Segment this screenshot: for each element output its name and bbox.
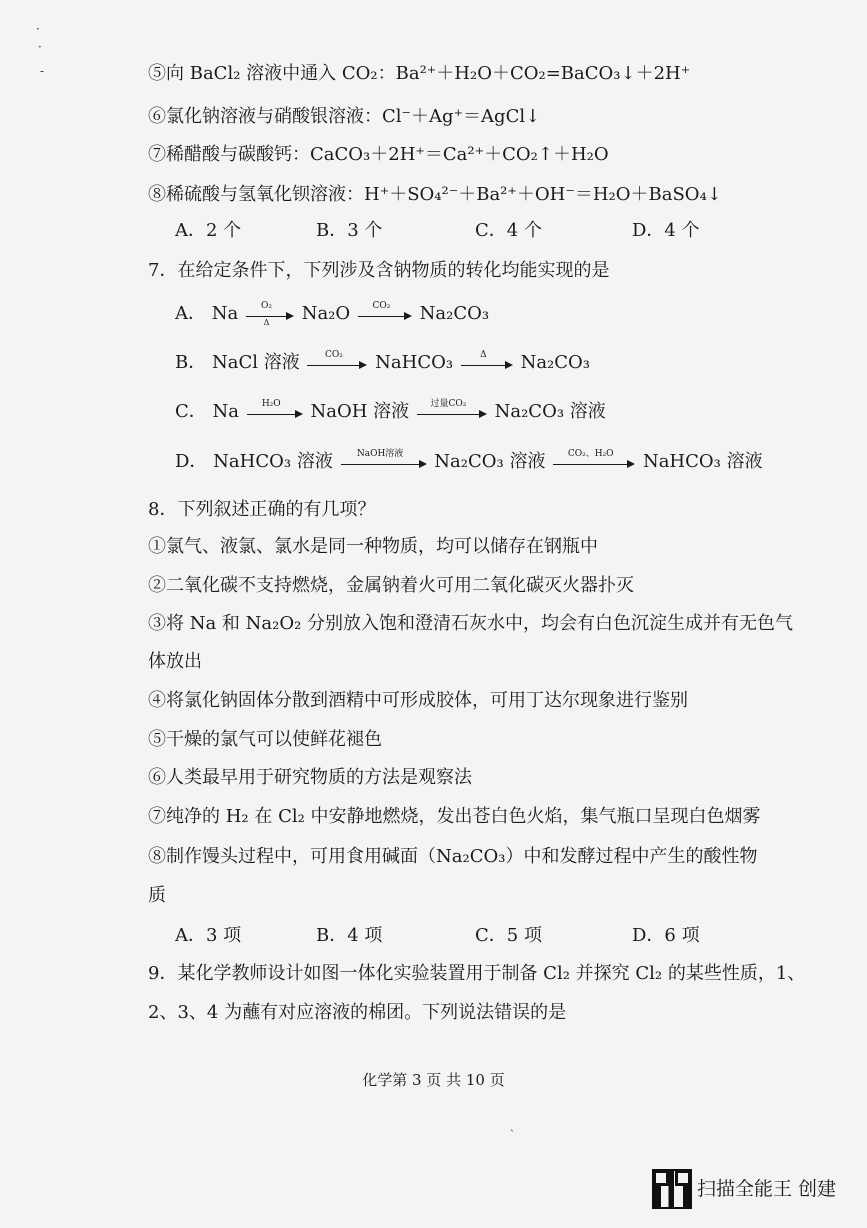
q8-option-d: D．6 项: [632, 925, 700, 946]
species: Na₂O: [301, 303, 351, 324]
species: NaHCO₃ 溶液: [213, 451, 333, 472]
species: NaOH 溶液: [310, 401, 410, 422]
q8-item-1: ①氯气、液氯、氯水是同一种物质，均可以储存在钢瓶中: [148, 536, 598, 557]
scan-speck: ‐: [40, 64, 45, 78]
species: Na₂CO₃: [520, 352, 591, 373]
option-label: C．: [175, 401, 207, 422]
condition: NaOH溶液: [356, 449, 404, 459]
species: Na₂CO₃: [419, 303, 490, 324]
reaction-arrow: [358, 301, 412, 321]
q7-option-b: [175, 351, 590, 375]
q8-stem: 8．下列叙述正确的有几项？: [148, 499, 376, 520]
q8-item-4: ④将氯化钠固体分散到酒精中可形成胶体，可用丁达尔现象进行鉴别: [148, 690, 688, 711]
q8-item-2: ②二氧化碳不支持燃烧，金属钠着火可用二氧化碳灭火器扑灭: [148, 575, 634, 596]
q6-item-6: ⑥氯化钠溶液与硝酸银溶液：Cl⁻＋Ag⁺＝AgCl↓: [148, 106, 541, 127]
q6-item-5: ⑤向 BaCl₂ 溶液中通入 CO₂：Ba²⁺＋H₂O＋CO₂=BaCO₃↓＋2H⁺: [148, 63, 691, 84]
q9-stem-line-1: 9．某化学教师设计如图一体化实验装置用于制备 Cl₂ 并探究 Cl₂ 的某些性质，1、: [148, 963, 806, 984]
q8-option-c: C．5 项: [475, 925, 542, 946]
q7-option-d: [175, 450, 763, 474]
condition: Δ: [480, 350, 487, 360]
species: Na: [212, 401, 239, 422]
q6-option-d: D．4 个: [632, 220, 700, 241]
q6-option-a: A．2 个: [175, 220, 242, 241]
option-label: D．: [175, 451, 208, 472]
condition: H₂O: [261, 399, 281, 409]
species: NaHCO₃ 溶液: [642, 451, 763, 472]
reaction-arrow: [341, 449, 427, 469]
q8-item-3-line-2: 体放出: [148, 651, 202, 672]
scan-speck: ·: [36, 22, 40, 36]
scan-speck: ·: [38, 40, 42, 54]
q7-stem: 7．在给定条件下，下列涉及含钠物质的转化均能实现的是: [148, 260, 610, 281]
condition: CO₂: [372, 301, 391, 311]
q8-item-7: ⑦纯净的 H₂ 在 Cl₂ 中安静地燃烧，发出苍白色火焰，集气瓶口呈现白色烟雾: [148, 806, 761, 827]
q8-item-8-line-1: ⑧制作馒头过程中，可用食用碱面（Na₂CO₃）中和发酵过程中产生的酸性物: [148, 846, 758, 867]
q7-option-c: [175, 400, 606, 424]
reaction-arrow: [307, 350, 367, 370]
species: Na: [211, 303, 239, 324]
species: NaHCO₃: [375, 352, 454, 373]
reaction-arrow: [553, 449, 635, 469]
qr-code-icon: [652, 1169, 692, 1209]
option-label: B．: [175, 352, 207, 373]
condition: CO₂、H₂O: [567, 449, 614, 459]
q6-item-7: ⑦稀醋酸与碳酸钙：CaCO₃＋2H⁺＝Ca²⁺＋CO₂↑＋H₂O: [148, 144, 609, 165]
q8-item-3-line-1: ③将 Na 和 Na₂O₂ 分别放入饱和澄清石灰水中，均会有白色沉淀生成并有无色气: [148, 613, 794, 634]
species: Na₂CO₃ 溶液: [434, 451, 546, 472]
reaction-arrow: [417, 399, 487, 419]
q6-option-c: C．4 个: [475, 220, 542, 241]
condition: Δ: [263, 318, 270, 327]
q8-item-6: ⑥人类最早用于研究物质的方法是观察法: [148, 767, 472, 788]
scanner-watermark: 扫描全能王 创建: [697, 1178, 837, 1200]
reaction-arrow: [246, 301, 294, 327]
page-footer: 化学第 3 页 共 10 页: [362, 1071, 505, 1089]
condition: CO₂: [325, 350, 343, 360]
q6-option-b: B．3 个: [316, 220, 383, 241]
species: Na₂CO₃ 溶液: [494, 401, 606, 422]
condition: 过量CO₂: [430, 399, 467, 409]
option-label: A．: [175, 303, 206, 324]
condition: O₂: [260, 301, 272, 311]
q8-option-a: A．3 项: [175, 925, 242, 946]
q8-item-8-line-2: 质: [148, 885, 166, 906]
reaction-arrow: [247, 399, 303, 419]
q8-option-b: B．4 项: [316, 925, 383, 946]
species: NaCl 溶液: [211, 352, 300, 373]
scan-speck: ˎ: [510, 1118, 514, 1132]
q6-item-8: ⑧稀硫酸与氢氧化钡溶液：H⁺＋SO₄²⁻＋Ba²⁺＋OH⁻＝H₂O＋BaSO₄↓: [148, 184, 722, 205]
q9-stem-line-2: 2、3、4 为蘸有对应溶液的棉团。下列说法错误的是: [148, 1002, 567, 1023]
q8-item-5: ⑤干燥的氯气可以使鲜花褪色: [148, 729, 382, 750]
reaction-arrow: [461, 350, 513, 370]
q7-option-a: [175, 302, 489, 326]
